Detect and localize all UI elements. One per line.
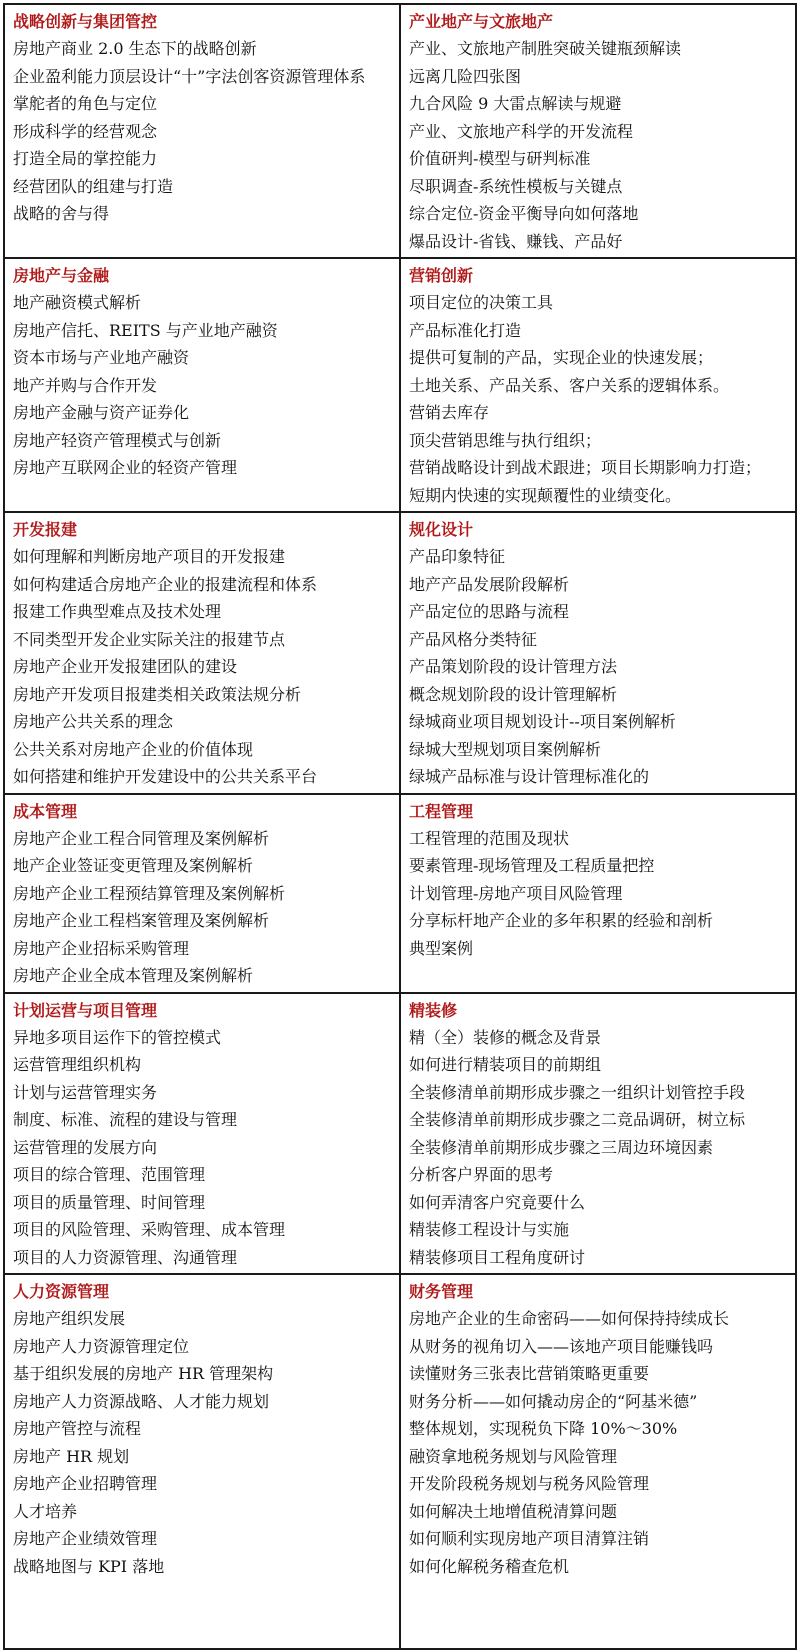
list-item: 产业、文旅地产科学的开发流程 bbox=[409, 121, 634, 141]
list-item: 如何构建适合房地产企业的报建流程和体系 bbox=[13, 574, 318, 594]
list-item: 分析客户界面的思考 bbox=[409, 1165, 554, 1184]
list-item: 如何进行精装项目的前期组 bbox=[409, 1055, 602, 1074]
list-item: 工程管理的范围及现状 bbox=[409, 828, 570, 848]
list-item: 项目的风险管理、采购管理、成本管理 bbox=[13, 1220, 286, 1239]
list-item: 房地产人力资源管理定位 bbox=[13, 1336, 190, 1356]
list-item: 房地产管控与流程 bbox=[13, 1419, 142, 1438]
table-body bbox=[4, 4, 796, 1649]
section-title: 计划运营与项目管理 bbox=[13, 1000, 158, 1020]
list-item: 制度、标准、流程的建设与管理 bbox=[13, 1110, 238, 1129]
list-item: 全装修清单前期形成步骤之三周边环境因素 bbox=[409, 1137, 714, 1157]
list-item: 开发阶段税务规划与税务风险管理 bbox=[409, 1474, 650, 1493]
list-item: 掌舵者的角色与定位 bbox=[13, 94, 158, 113]
list-item: 房地产企业招标采购管理 bbox=[13, 938, 190, 958]
list-item: 绿城大型规划项目案例解析 bbox=[409, 739, 602, 759]
list-item: 运营管理的发展方向 bbox=[13, 1137, 158, 1157]
list-item: 房地产企业绩效管理 bbox=[13, 1529, 158, 1548]
list-item: 计划与运营管理实务 bbox=[13, 1082, 158, 1102]
section-title: 房地产与金融 bbox=[13, 266, 110, 285]
list-item: 地产企业签证变更管理及案例解析 bbox=[13, 856, 254, 875]
section-cell bbox=[4, 794, 400, 993]
list-item: 产业、文旅地产制胜突破关键瓶颈解读 bbox=[409, 39, 682, 58]
list-item: 报建工作典型难点及技术处理 bbox=[13, 602, 222, 621]
list-item: 房地产金融与资产证券化 bbox=[13, 403, 190, 422]
section-title: 开发报建 bbox=[13, 520, 78, 539]
list-item: 综合定位-资金平衡导向如何落地 bbox=[409, 204, 639, 223]
list-item: 产品风格分类特征 bbox=[409, 629, 538, 649]
list-item: 房地产企业开发报建团队的建设 bbox=[13, 657, 238, 676]
list-item: 房地产互联网企业的轻资产管理 bbox=[13, 458, 238, 477]
table-row bbox=[4, 794, 796, 993]
section-title: 财务管理 bbox=[409, 1282, 474, 1301]
list-item: 战略的舍与得 bbox=[13, 204, 110, 223]
list-item: 项目定位的决策工具 bbox=[409, 293, 554, 312]
list-item: 营销战略设计到战术跟进；项目长期影响力打造； bbox=[409, 458, 762, 477]
list-item: 全装修清单前期形成步骤之二竞品调研，树立标 bbox=[409, 1110, 746, 1129]
list-item: 远离几险四张图 bbox=[409, 66, 522, 86]
section-cell bbox=[4, 512, 400, 794]
list-item: 异地多项目运作下的管控模式 bbox=[13, 1027, 222, 1047]
list-item: 经营团队的组建与打造 bbox=[13, 176, 174, 196]
list-item: 土地关系、产品关系、客户关系的逻辑体系。 bbox=[409, 375, 730, 395]
list-item: 计划管理-房地产项目风险管理 bbox=[409, 883, 623, 903]
section-cell bbox=[400, 512, 796, 794]
list-item: 房地产人力资源战略、人才能力规划 bbox=[13, 1391, 270, 1411]
list-item: 如何顺利实现房地产项目清算注销 bbox=[409, 1529, 650, 1548]
list-item: 项目的质量管理、时间管理 bbox=[13, 1192, 206, 1212]
list-item: 概念规划阶段的设计管理解析 bbox=[409, 684, 618, 704]
list-item: 房地产轻资产管理模式与创新 bbox=[13, 430, 222, 450]
list-item: 产品定位的思路与流程 bbox=[409, 602, 570, 621]
list-item: 价值研判-模型与研判标准 bbox=[409, 149, 591, 168]
list-item: 房地产企业全成本管理及案例解析 bbox=[13, 966, 254, 985]
list-item: 如何弄清客户究竟要什么 bbox=[409, 1192, 586, 1212]
section-title: 战略创新与集团管控 bbox=[13, 12, 158, 31]
list-item: 房地产公共关系的理念 bbox=[13, 712, 174, 731]
section-title: 人力资源管理 bbox=[13, 1282, 110, 1301]
list-item: 短期内快速的实现颠覆性的业绩变化。 bbox=[409, 485, 682, 505]
section-title: 精装修 bbox=[409, 1000, 458, 1020]
list-item: 房地产企业工程档案管理及案例解析 bbox=[13, 911, 270, 930]
list-item: 公共关系对房地产企业的价值体现 bbox=[13, 739, 254, 759]
list-item: 融资拿地税务规划与风险管理 bbox=[409, 1446, 618, 1466]
list-item: 典型案例 bbox=[409, 938, 474, 958]
section-cell bbox=[4, 993, 400, 1275]
list-item: 精装修项目工程角度研讨 bbox=[409, 1247, 586, 1267]
list-item: 绿城产品标准与设计管理标准化的 bbox=[409, 767, 650, 786]
list-item: 企业盈利能力顶层设计“十”字法创客资源管理体系 bbox=[13, 66, 366, 86]
list-item: 房地产开发项目报建类相关政策法规分析 bbox=[13, 684, 302, 704]
list-item: 尽职调查-系统性模板与关键点 bbox=[409, 176, 623, 196]
list-item: 精（全）装修的概念及背景 bbox=[409, 1027, 602, 1047]
list-item: 九合风险 9 大雷点解读与规避 bbox=[409, 94, 622, 113]
list-item: 提供可复制的产品，实现企业的快速发展； bbox=[409, 348, 714, 367]
list-item: 财务分析——如何撬动房企的“阿基米德” bbox=[409, 1391, 698, 1411]
table-row bbox=[4, 4, 796, 258]
table-row bbox=[4, 1274, 796, 1649]
section-title: 产业地产与文旅地产 bbox=[409, 12, 554, 31]
list-item: 房地产企业工程合同管理及案例解析 bbox=[13, 828, 270, 848]
list-item: 房地产企业的生命密码——如何保持持续成长 bbox=[409, 1309, 730, 1328]
list-item: 房地产企业工程预结算管理及案例解析 bbox=[13, 883, 286, 903]
section-title: 工程管理 bbox=[409, 801, 474, 821]
list-item: 产品印象特征 bbox=[409, 547, 506, 566]
list-item: 精装修工程设计与实施 bbox=[409, 1220, 570, 1239]
section-cell bbox=[400, 1274, 796, 1649]
list-item: 读懂财务三张表比营销策略更重要 bbox=[409, 1364, 650, 1383]
list-item: 全装修清单前期形成步骤之一组织计划管控手段 bbox=[409, 1082, 746, 1102]
section-title: 规化设计 bbox=[409, 520, 474, 539]
list-item: 如何搭建和维护开发建设中的公共关系平台 bbox=[13, 767, 318, 786]
list-item: 产品标准化打造 bbox=[409, 320, 522, 340]
list-item: 房地产 HR 规划 bbox=[13, 1446, 130, 1466]
table-row bbox=[4, 258, 796, 512]
list-item: 产品策划阶段的设计管理方法 bbox=[409, 657, 618, 676]
list-item: 如何理解和判断房地产项目的开发报建 bbox=[13, 547, 286, 566]
list-item: 要素管理-现场管理及工程质量把控 bbox=[409, 856, 655, 875]
list-item: 房地产信托、REITS 与产业地产融资 bbox=[13, 320, 278, 340]
list-item: 整体规划，实现税负下降 10%～30% bbox=[409, 1419, 678, 1438]
table-row bbox=[4, 512, 796, 794]
section-cell bbox=[400, 4, 796, 258]
list-item: 绿城商业项目规划设计--项目案例解析 bbox=[409, 712, 676, 731]
list-item: 房地产组织发展 bbox=[13, 1309, 126, 1328]
section-cell bbox=[400, 794, 796, 993]
list-item: 地产产品发展阶段解析 bbox=[409, 574, 570, 594]
section-title: 成本管理 bbox=[13, 801, 78, 821]
section-title: 营销创新 bbox=[409, 266, 474, 285]
list-item: 地产融资模式解析 bbox=[13, 293, 142, 312]
list-item: 形成科学的经营观念 bbox=[13, 121, 158, 141]
list-item: 营销去库存 bbox=[409, 403, 490, 422]
list-item: 爆品设计-省钱、赚钱、产品好 bbox=[409, 231, 623, 251]
list-item: 分享标杆地产企业的多年积累的经验和剖析 bbox=[409, 911, 714, 930]
list-item: 顶尖营销思维与执行组织； bbox=[409, 430, 602, 450]
list-item: 房地产商业 2.0 生态下的战略创新 bbox=[13, 39, 257, 58]
list-item: 人才培养 bbox=[13, 1501, 78, 1521]
section-cell bbox=[4, 1274, 400, 1649]
course-topics-table bbox=[3, 3, 797, 1650]
section-cell bbox=[4, 4, 400, 258]
list-item: 如何解决土地增值税清算问题 bbox=[409, 1501, 618, 1521]
list-item: 房地产企业招聘管理 bbox=[13, 1474, 158, 1493]
list-item: 地产并购与合作开发 bbox=[13, 375, 158, 395]
list-item: 项目的综合管理、范围管理 bbox=[13, 1165, 206, 1184]
section-cell bbox=[4, 258, 400, 512]
list-item: 项目的人力资源管理、沟通管理 bbox=[13, 1247, 238, 1267]
list-item: 打造全局的掌控能力 bbox=[13, 149, 158, 168]
list-item: 运营管理组织机构 bbox=[13, 1055, 142, 1074]
list-item: 从财务的视角切入——该地产项目能赚钱吗 bbox=[409, 1336, 714, 1356]
list-item: 如何化解税务稽查危机 bbox=[409, 1556, 570, 1576]
list-item: 基于组织发展的房地产 HR 管理架构 bbox=[13, 1364, 274, 1383]
list-item: 不同类型开发企业实际关注的报建节点 bbox=[13, 629, 286, 649]
list-item: 资本市场与产业地产融资 bbox=[13, 348, 190, 367]
list-item: 战略地图与 KPI 落地 bbox=[13, 1556, 165, 1576]
section-cell bbox=[400, 258, 796, 512]
table-row bbox=[4, 993, 796, 1275]
section-cell bbox=[400, 993, 796, 1275]
